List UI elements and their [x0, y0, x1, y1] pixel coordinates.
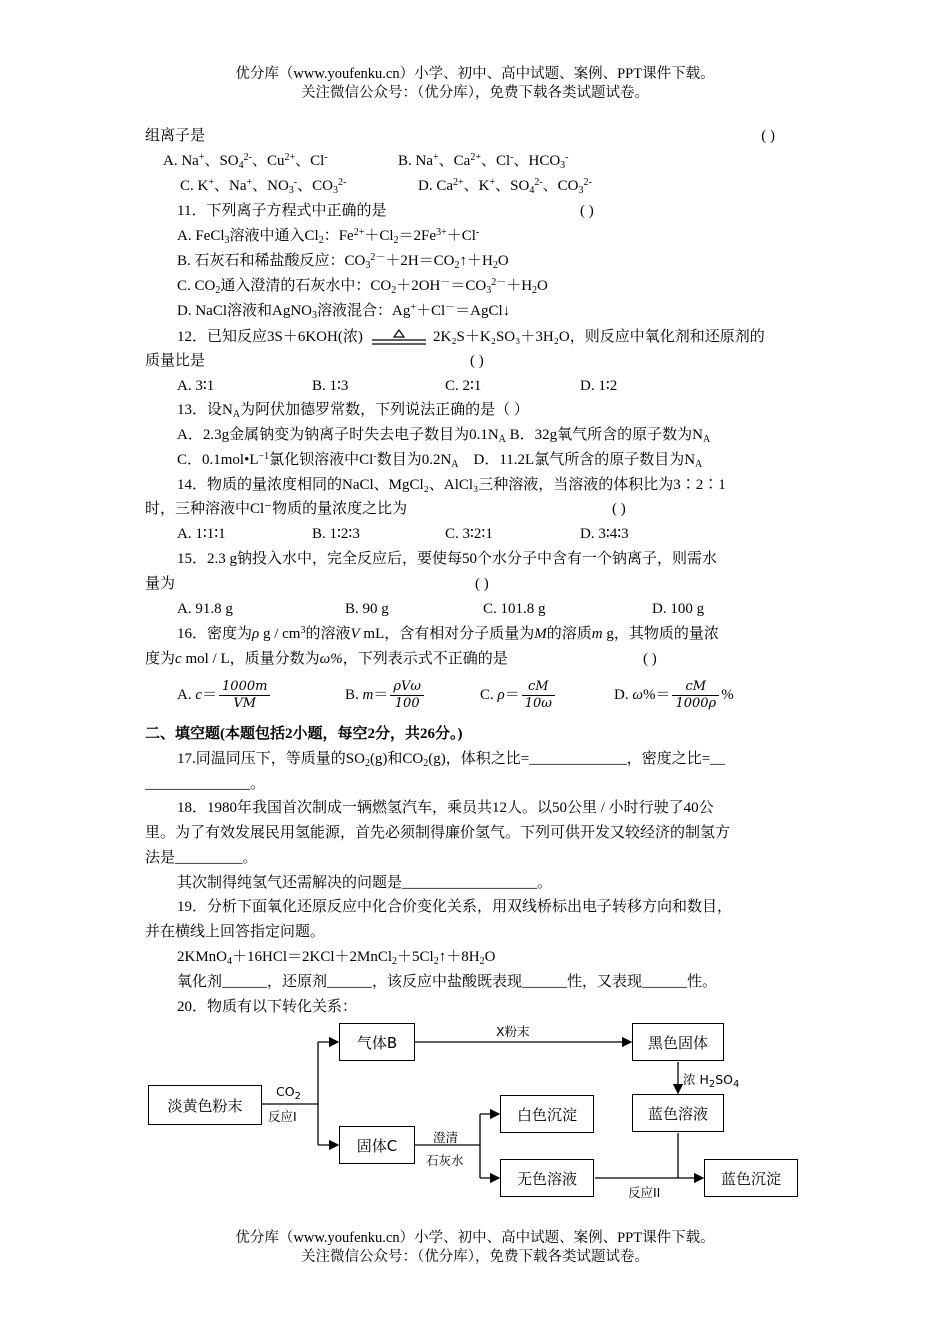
q18-line-1: 18．1980年我国首次制成一辆燃氢汽车，乘员共12人。以50公里 / 小时行驶了40公: [177, 800, 714, 816]
q10-option-b: B. Na+、$Ca^{2+}$、Cl-、$HCO_3^-$: [398, 152, 569, 171]
q11-option-c: C. $CO_2$通入澄清的石灰水中：$CO_2+2OH^-=CO_3^{2-}+H_2O$: [177, 277, 548, 296]
q15-option-d: D. 100 g: [652, 601, 705, 617]
node-gas-b: 气体B: [339, 1023, 415, 1061]
q12-paren: ( ): [470, 353, 484, 369]
q12-stem-c: 质量比是: [145, 353, 206, 369]
q15-line-2: 量为: [145, 576, 176, 592]
q11-option-b: B. 石灰石和稀盐酸反应：$CO_3^{2-}+2H=CO_2↑+H_2O$: [177, 252, 509, 271]
q19-equation: $2KMnO_4+16HCl=2KCl+2MnCl_2+5Cl_2↑+8H_2O$: [177, 949, 496, 967]
q17-line-2: ______________。: [145, 776, 266, 792]
label-limewater: 石灰水: [426, 1153, 464, 1168]
node-colorless-solution: 无色溶液: [500, 1159, 594, 1197]
label-clear: 澄清: [433, 1130, 459, 1145]
q12-stem-a: 12．已知反应3S＋6KOH(浓): [177, 329, 363, 345]
q11-option-d: D. NaCl溶液和AgNO$_3$溶液混合：Ag+＋Cl－＝AgCl↓: [177, 302, 511, 321]
q11-paren: ( ): [580, 203, 594, 219]
header-line-2: 关注微信公众号：（优分库），免费下载各类试题试卷。: [301, 85, 649, 101]
q20-stem: 20．物质有以下转化关系：: [177, 999, 358, 1015]
label-reaction-2: 反应II: [628, 1185, 661, 1200]
q11-option-a: A. FeCl$_3$溶液中通入$Cl_2$：$Fe^{2+}+Cl_2=2Fe^{3+}+Cl^-$: [177, 227, 480, 246]
q14-line-1: 14．物质的量浓度相同的NaCl、MgCl₂、AlCl₃三种溶液，当溶液的体积比为3∶2∶1: [177, 477, 726, 493]
q12-option-b: B. 1∶3: [312, 378, 349, 394]
footer-line-2: 关注微信公众号：（优分库），免费下载各类试题试卷。: [301, 1249, 649, 1265]
label-co2: $CO_2$: [276, 1084, 301, 1102]
q15-line-1: 15．2.3 g钠投入水中，完全反应后，要使每50个水分子中含有一个钠离子，则需水: [177, 551, 718, 567]
node-solid-c: 固体C: [339, 1126, 415, 1164]
q12-option-c: C. 2∶1: [445, 378, 482, 394]
node-white-precipitate: 白色沉淀: [500, 1095, 594, 1133]
q16-option-c: C. ρ＝ $\frac{cM}{10\omega}$: [480, 677, 557, 713]
label-x-powder: X粉末: [496, 1024, 530, 1039]
q19-line-2: 并在横线上回答指定问题。: [145, 924, 326, 940]
q12-stem-b: 2K₂S＋K₂SO₃＋3H₂O，则反应中氧化剂和还原剂的: [433, 329, 765, 345]
header-line-1: 优分库（www.youfenku.cn）小学、初中、高中试题、案例、PPT课件下载。: [235, 66, 715, 82]
q13-stem: 13．设$N_A$为阿伏加德罗常数，下列说法正确的是（ ）: [177, 402, 529, 420]
q14-option-b: B. 1∶2∶3: [312, 526, 360, 542]
q10-paren: ( ): [761, 128, 775, 144]
node-black-solid: 黑色固体: [632, 1023, 724, 1061]
q11-stem: 11．下列离子方程式中正确的是: [177, 203, 387, 219]
q10-option-d: D. $Ca^{2+}$、K+、$SO_4^{2-}$、$CO_3^{2-}$: [418, 177, 592, 196]
q15-option-a: A. 91.8 g: [177, 601, 233, 617]
q18-line-2: 里。为了有效发展民用氢能源，首先必须制得廉价氢气。下列可供开发又较经济的制氢方: [145, 825, 731, 841]
q12-option-a: A. 3∶1: [177, 378, 215, 394]
q14-option-d: D. 3∶4∶3: [580, 526, 629, 542]
label-conc-h2so4: 浓 $H_2SO_4$: [683, 1072, 740, 1090]
q14-option-c: C. 3∶2∶1: [445, 526, 493, 542]
q14-option-a: A. 1∶1∶1: [177, 526, 226, 542]
q10-option-c: C. K+、Na+、$NO_3^-$、$CO_3^{2-}$: [180, 177, 347, 196]
q15-option-b: B. 90 g: [345, 601, 389, 617]
label-reaction-1: 反应I: [268, 1109, 297, 1124]
q18-line-4: 其次制得纯氢气还需解决的问题是__________________。: [177, 875, 553, 891]
section-2-title: 二、填空题(本题包括2小题，每空2分，共26分。): [145, 726, 463, 742]
node-blue-precipitate: 蓝色沉淀: [704, 1159, 798, 1197]
q15-paren: ( ): [475, 576, 489, 592]
node-pale-yellow-powder: 淡黄色粉末: [148, 1085, 262, 1125]
q16-line-1: 16．密度为ρ g / $cm^3$的溶液V mL，含有相对分子质量为M的溶质m g，其物质的量浓: [177, 625, 719, 642]
q13-options-cd: C．$0.1mol•L^{-1}$氯化钡溶液中Cl-数目为$0.2N_A$ D．11.2L氯气所含的原子数目为$N_A$: [177, 451, 703, 470]
q19-line-1: 19．分析下面氧化还原反应中化合价变化关系，用双线桥标出电子转移方向和数目，: [177, 899, 733, 915]
q16-option-d: D. ω%＝ $\frac{cM}{1000\rho}$ %: [614, 679, 734, 712]
q17-line-1: 17.同温同压下，等质量的$SO_2(g)$和$CO_2(g)$，体积之比=_____________，密度之比=__: [177, 751, 726, 769]
q16-line-2: 度为c mol / L，质量分数为ω%，下列表示式不正确的是: [145, 651, 508, 667]
q16-paren: ( ): [643, 651, 657, 667]
q19-line-4: 氧化剂______，还原剂______，该反应中盐酸既表现______性，又表现______性。: [177, 974, 718, 990]
q13-options-ab: A．2.3g金属钠变为钠离子时失去电子数目为$0.1N_A$ B．32g氧气所含的原子数为$N_A$: [177, 427, 711, 445]
q10-option-a: A. Na+、$SO_4^{2-}$、$Cu^{2+}$、Cl-: [163, 152, 328, 171]
q15-option-c: C. 101.8 g: [483, 601, 546, 617]
q10-stem: 组离子是: [145, 128, 206, 144]
q12-option-d: D. 1∶2: [580, 378, 618, 394]
q14-line-2: 时，三种溶液中Cl⁻物质的量浓度之比为: [145, 501, 408, 517]
footer-line-1: 优分库（www.youfenku.cn）小学、初中、高中试题、案例、PPT课件下载。: [235, 1230, 715, 1246]
q16-option-a: A. c＝ $\frac{1000m}{VM}$: [177, 677, 272, 713]
node-blue-solution: 蓝色溶液: [632, 1094, 724, 1132]
q14-paren: ( ): [612, 501, 626, 517]
q16-option-b: B. m＝ $\frac{\text{ρVω}}{100}$: [345, 677, 426, 713]
q18-line-3: 法是_________。: [145, 850, 258, 866]
